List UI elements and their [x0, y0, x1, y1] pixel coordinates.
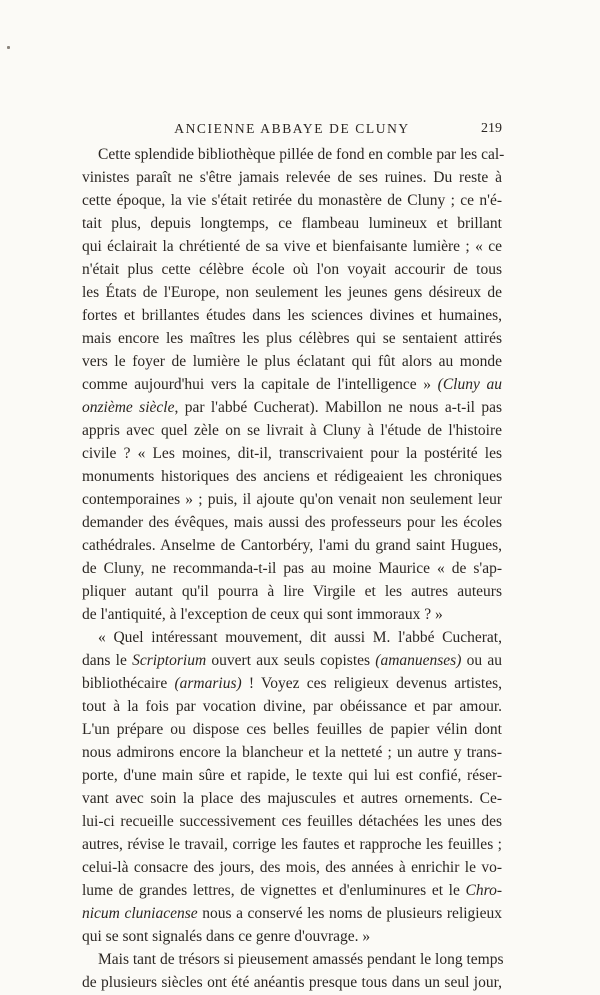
text-line: Cette splendide bibliothèque pillée de fond en comble par les cal- — [98, 146, 505, 163]
text-line: de plusieurs siècles ont été anéantis presque tous dans un seul jour, — [82, 974, 502, 991]
text-line: fortes et brillantes études dans les sciences divines et humaines, — [82, 307, 502, 324]
italic-term: Scriptorium — [132, 652, 207, 669]
text-line: appris avec quel zèle on se livrait à Cluny à l'étude de l'histoire — [82, 422, 502, 439]
text-line: vers le foyer de lumière le plus éclatant qui fût alors au monde — [82, 353, 502, 370]
text-line: vinistes paraît ne s'être jamais relevée de ses ruines. Du reste à — [82, 169, 502, 186]
text-line: contemporaines » ; puis, il ajoute qu'on venait non seulement leur — [82, 491, 502, 508]
text-run: bibliothécaire — [82, 675, 175, 692]
text-line: L'un prépare ou dispose ces belles feuilles de papier vélin dont — [82, 721, 502, 738]
text-run: ! Voyez ces religieux devenus artistes, — [241, 675, 502, 692]
text-line: qui éclairait la chrétienté de sa vive et bienfaisante lumière ; « ce — [82, 238, 502, 255]
italic-term: (amanuenses) — [375, 652, 462, 669]
text-run: , par l'abbé Cucherat). Mabillon ne nous a-t-il pas — [174, 399, 502, 416]
text-line: celui-là consacre des jours, des mois, des années à enrichir le vo- — [82, 859, 502, 876]
text-line: vant avec soin la place des majuscules et autres ornements. Ce- — [82, 790, 502, 807]
text-run: lume de grandes lettres, de vignettes et d'enluminures et le — [82, 882, 466, 899]
text-line — [82, 672, 502, 696]
scan-speck — [7, 46, 10, 49]
text-line: monuments historiques des anciens et rédigeaient les chroniques — [82, 468, 502, 485]
italic-title: Chro- — [465, 882, 502, 899]
text-line: civile ? « Les moines, dit-il, transcrivaient pour la postérité les — [82, 445, 502, 462]
text-line: porte, d'une main sûre et rapide, le texte qui lui est confié, réser- — [82, 767, 502, 784]
running-title: ANCIENNE ABBAYE DE CLUNY — [174, 121, 410, 136]
text-line: pliquer autant qu'il pourra à lire Virgile et les autres auteurs — [82, 583, 502, 600]
text-line: autres, révise le travail, corrige les fautes et rapproche les feuilles ; — [82, 836, 502, 853]
text-line: lui-ci recueille successivement ces feuilles détachées les unes des — [82, 813, 502, 830]
italic-title: onzième siècle — [82, 399, 175, 416]
text-run: dans le — [82, 652, 133, 669]
italic-title: nicum cluniacense — [82, 905, 198, 922]
italic-title: (Cluny au — [437, 376, 502, 393]
text-line — [82, 879, 502, 903]
page-number: 219 — [481, 121, 502, 136]
text-run: comme aujourd'hui vers la capitale de l'intelligence » — [82, 376, 438, 393]
text-line: qui se sont signalés dans ce genre d'ouvrage. » — [82, 928, 371, 945]
text-line: les États de l'Europe, non seulement les jeunes gens désireux de — [82, 284, 502, 301]
text-line — [82, 373, 502, 397]
text-line: n'était plus cette célèbre école où l'on voyait accourir de tous — [82, 261, 502, 278]
text-line: cette époque, la vie s'était retirée du monastère de Cluny ; ce n'é- — [82, 192, 502, 209]
text-run: nous a conservé les noms de plusieurs religieux — [197, 905, 502, 922]
page-header — [82, 121, 502, 141]
text-line: mais encore les maîtres les plus célèbres qui se sentaient attirés — [82, 330, 502, 347]
text-line — [82, 902, 502, 926]
text-line: nous admirons encore la blancheur et la netteté ; un autre y trans- — [82, 744, 502, 761]
text-run: ouvert aux seuls copistes — [206, 652, 376, 669]
text-line: demander des évêques, mais aussi des professeurs pour les écoles — [82, 514, 502, 531]
text-line: « Quel intéressant mouvement, dit aussi M. l'abbé Cucherat, — [98, 629, 502, 646]
text-line — [82, 396, 502, 420]
text-line: tout à la fois par vocation divine, par obéissance et par amour. — [82, 698, 502, 715]
text-line: cathédrales. Anselme de Cantorbéry, l'ami du grand saint Hugues, — [82, 537, 502, 554]
italic-term: (armarius) — [174, 675, 242, 692]
text-line: de Cluny, ne recommanda-t-il pas au moine Maurice « de s'ap- — [82, 560, 502, 577]
text-line: de l'antiquité, à l'exception de ceux qui sont immoraux ? » — [82, 606, 443, 623]
text-run: ou au — [461, 652, 502, 669]
text-line: Mais tant de trésors si pieusement amassés pendant le long temps — [98, 951, 504, 968]
text-line — [82, 649, 502, 673]
text-line: tait plus, depuis longtemps, ce flambeau lumineux et brillant — [82, 215, 502, 232]
